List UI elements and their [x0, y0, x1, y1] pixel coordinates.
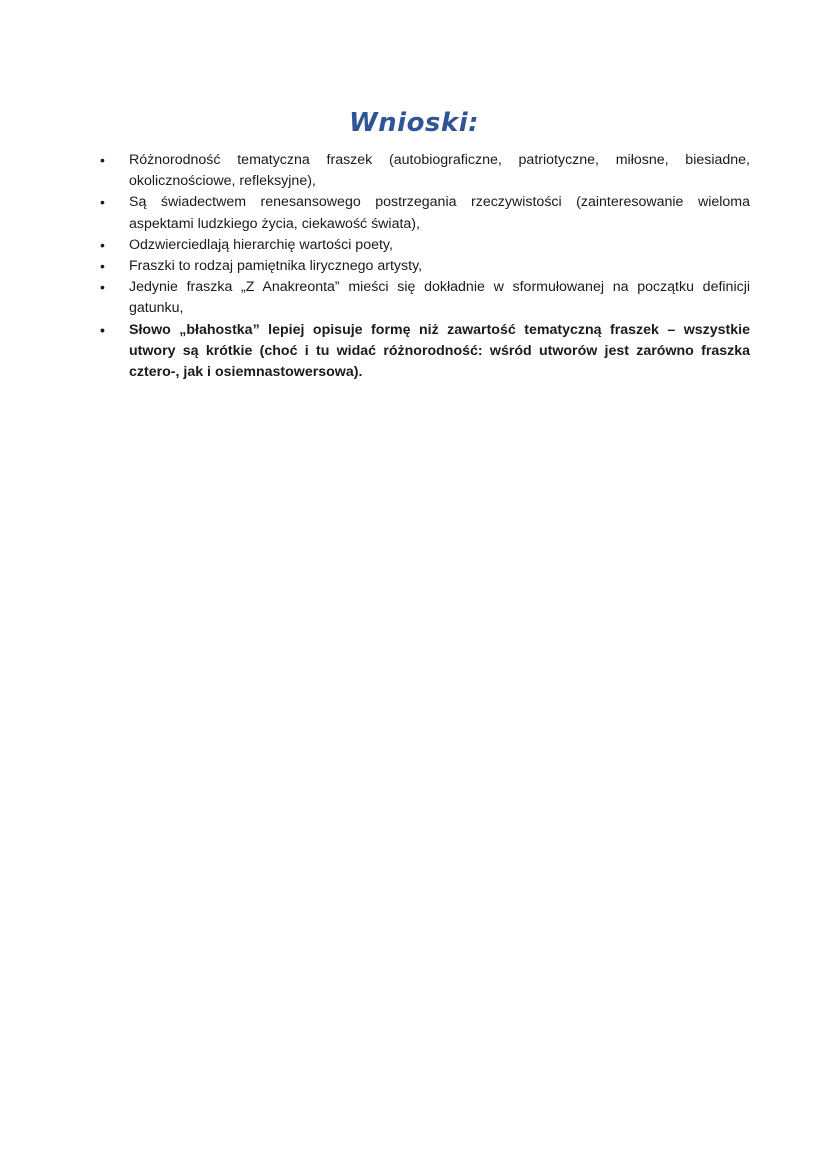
- list-item: [100, 235, 750, 256]
- list-item: [100, 277, 750, 319]
- bullet-icon: •: [100, 152, 105, 168]
- list-item: [100, 150, 750, 192]
- list-item-text: Różnorodność tematyczna fraszek (autobiograficzne, patriotyczne, miłosne, biesiadne, okolicznościowe, refleksyjne),: [129, 152, 750, 190]
- list-item-text: Odzwierciedlają hierarchię wartości poety,: [129, 236, 393, 253]
- bullet-icon: •: [100, 236, 105, 253]
- list-item: [100, 192, 750, 234]
- list-item-text: Są świadectwem renesansowego postrzegania rzeczywistości (zainteresowanie wieloma aspektami ludzkiego życia, ciekawość świata),: [129, 194, 750, 232]
- page-title: Wnioski:: [348, 108, 480, 138]
- bullet-icon: •: [100, 279, 105, 296]
- bullet-icon: •: [100, 194, 105, 211]
- list-item: [100, 256, 750, 277]
- bullet-icon: •: [100, 258, 105, 275]
- list-item-text: Jedynie fraszka „Z Anakreonta” mieści się dokładnie w sformułowanej na początku definicji gatunku,: [129, 279, 750, 317]
- list-item-text: Fraszki to rodzaj pamiętnika lirycznego artysty,: [129, 258, 423, 275]
- list-item-text: Słowo „błahostka” lepiej opisuje formę niż zawartość tematyczną fraszek – wszystkie utwory są krótkie (choć i tu widać różnorodność: wśród utworów jest zarówno fraszka cztero-, jak i osiemnastowersowa).: [129, 321, 750, 381]
- list-item-emphasized: [100, 320, 750, 384]
- conclusions-list: [100, 150, 750, 383]
- bullet-icon: •: [100, 321, 105, 338]
